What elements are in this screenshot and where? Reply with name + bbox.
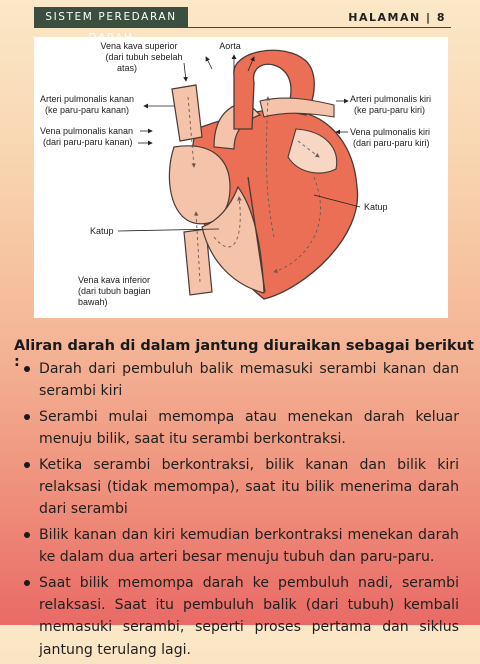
label-arteri-pulmonalis-kiri-2: (ke paru-paru kiri) (354, 105, 426, 115)
label-arteri-pulmonalis-kiri-1: Arteri pulmonalis kiri (350, 94, 432, 104)
list-item: Serambi mulai memompa atau menekan darah keluar menuju bilik, saat itu serambi berkontraksi. (19, 406, 459, 451)
label-aorta: Aorta (219, 41, 241, 51)
flow-list (19, 358, 459, 664)
label-arteri-pulmonalis-kanan-1: Arteri pulmonalis kanan (40, 94, 135, 104)
list-item: Bilik kanan dan kiri kemudian berkontraksi menekan darah ke dalam dua arteri besar menuju tubuh dan paru-paru. (19, 524, 459, 569)
page-number: HALAMAN | 8 (348, 11, 446, 24)
label-vena-kava-inferior-2: (dari tubuh bagian (78, 286, 151, 296)
label-katup-right: Katup (364, 202, 388, 212)
label-vena-kava-inferior-1: Vena kava inferior (78, 275, 151, 285)
section-banner (34, 7, 188, 28)
heart-diagram (34, 37, 448, 318)
list-item: Saat bilik memompa darah ke pembuluh nadi, serambi relaksasi. Saat itu pembuluh balik (dari tubuh) kembali memasuki serambi, seperti proses pertama dan siklus jantung terulang lagi. (19, 572, 459, 662)
label-vena-pulmonalis-kiri-2: (dari paru-paru kiri) (353, 138, 430, 148)
label-katup-left: Katup (90, 226, 114, 236)
label-vena-pulmonalis-kiri-1: Vena pulmonalis kiri (350, 127, 431, 137)
label-vena-kava-superior-3: atas) (116, 63, 138, 73)
label-vena-kava-superior-2: (dari tubuh sebelah (105, 52, 183, 62)
list-item: Ketika serambi berkontraksi, bilik kanan dan bilik kiri relaksasi (tidak memompa), saat itu bilik menerima darah dari serambi (19, 454, 459, 521)
header-divider (34, 27, 451, 28)
list-item: Darah dari pembuluh balik memasuki serambi kanan dan serambi kiri (19, 358, 459, 403)
label-arteri-pulmonalis-kanan-2: (ke paru-paru kanan) (45, 105, 130, 115)
label-vena-kava-inferior-3: bawah) (78, 297, 108, 307)
section-name: SISTEM PEREDARAN (45, 11, 177, 23)
label-vena-pulmonalis-kanan-2: (dari paru-paru kanan) (43, 137, 133, 147)
label-vena-kava-superior-1: Vena kava superior (100, 41, 178, 51)
section-title: Aliran darah di dalam jantung diuraikan sebagai berikut : (14, 338, 474, 370)
label-vena-pulmonalis-kanan-1: Vena pulmonalis kanan (40, 126, 134, 136)
vena-kava-superior-vessel (172, 85, 202, 141)
